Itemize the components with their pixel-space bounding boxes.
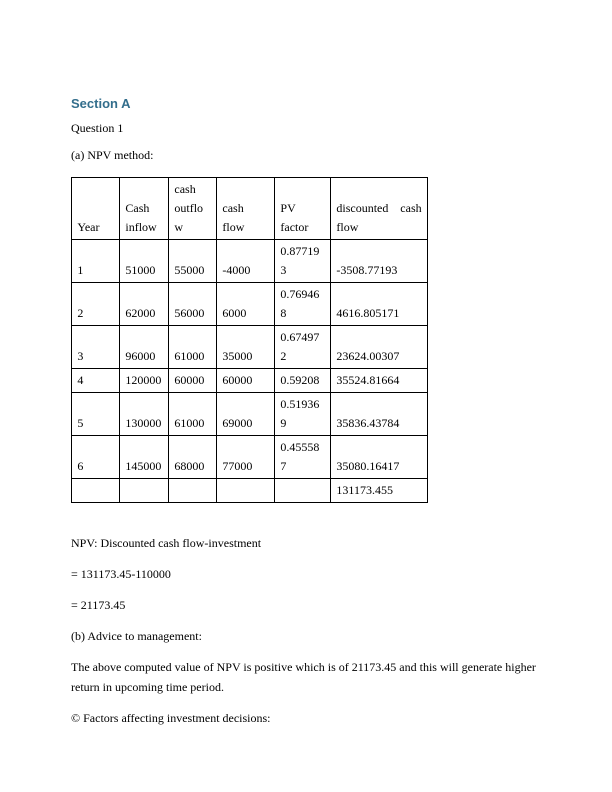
cell-cash-inflow: 145000 (120, 436, 169, 479)
col-header-discounted-cash-flow: discounted cash flow (331, 178, 428, 240)
cell-discounted-cash-flow: 35080.16417 (331, 436, 428, 479)
cell-empty (72, 479, 120, 503)
cell-pv-factor: 0.59208 (275, 369, 331, 393)
npv-calc-line-2: = 21173.45 (71, 598, 126, 612)
cell-cash-inflow: 96000 (120, 326, 169, 369)
cell-empty (275, 479, 331, 503)
col-header-cash-outflow: cash outflow (169, 178, 217, 240)
cell-year: 2 (72, 283, 120, 326)
col-header-cash-inflow: Cash inflow (120, 178, 169, 240)
part-b-label: (b) Advice to management: (71, 629, 202, 643)
cell-discounted-cash-flow: 23624.00307 (331, 326, 428, 369)
table-row (72, 326, 428, 369)
cell-cash-outflow: 60000 (169, 369, 217, 393)
col-header-cash-flow: cash flow (217, 178, 275, 240)
cell-cash-flow: 69000 (217, 393, 275, 436)
cell-pv-factor: 0.455587 (275, 436, 331, 479)
cell-cash-inflow: 51000 (120, 240, 169, 283)
table-total-row (72, 479, 428, 503)
cell-pv-factor: 0.769468 (275, 283, 331, 326)
cell-pv-factor: 0.674972 (275, 326, 331, 369)
cell-cash-outflow: 68000 (169, 436, 217, 479)
cell-cash-inflow: 120000 (120, 369, 169, 393)
cell-discounted-cash-flow: 35836.43784 (331, 393, 428, 436)
cell-pv-factor: 0.519369 (275, 393, 331, 436)
table-row (72, 283, 428, 326)
cell-year: 4 (72, 369, 120, 393)
cell-cash-flow: -4000 (217, 240, 275, 283)
npv-table (71, 177, 428, 503)
table-header-row (72, 178, 428, 240)
cell-cash-flow: 77000 (217, 436, 275, 479)
table-row (72, 240, 428, 283)
part-c-label: © Factors affecting investment decisions: (71, 711, 271, 725)
section-heading: Section A (71, 96, 131, 111)
cell-cash-outflow: 61000 (169, 393, 217, 436)
cell-cash-flow: 60000 (217, 369, 275, 393)
advice-paragraph: The above computed value of NPV is positive which is of 21173.45 and this will generate higher return in upcoming time period. (71, 660, 536, 694)
col-header-pv-factor: PV factor (275, 178, 331, 240)
cell-cash-inflow: 62000 (120, 283, 169, 326)
cell-total-discounted-cash-flow: 131173.455 (331, 479, 428, 503)
cell-year: 3 (72, 326, 120, 369)
cell-discounted-cash-flow: -3508.77193 (331, 240, 428, 283)
cell-empty (217, 479, 275, 503)
question-label: Question 1 (71, 121, 124, 135)
cell-cash-outflow: 55000 (169, 240, 217, 283)
cell-cash-outflow: 61000 (169, 326, 217, 369)
cell-discounted-cash-flow: 35524.81664 (331, 369, 428, 393)
cell-cash-inflow: 130000 (120, 393, 169, 436)
cell-empty (169, 479, 217, 503)
cell-empty (120, 479, 169, 503)
table-row (72, 369, 428, 393)
table-row (72, 436, 428, 479)
table-row (72, 393, 428, 436)
npv-definition: NPV: Discounted cash flow-investment (71, 536, 262, 550)
cell-cash-outflow: 56000 (169, 283, 217, 326)
cell-pv-factor: 0.877193 (275, 240, 331, 283)
cell-discounted-cash-flow: 4616.805171 (331, 283, 428, 326)
cell-cash-flow: 6000 (217, 283, 275, 326)
cell-year: 6 (72, 436, 120, 479)
npv-calc-line-1: = 131173.45-110000 (71, 567, 171, 581)
cell-year: 5 (72, 393, 120, 436)
cell-year: 1 (72, 240, 120, 283)
part-a-label: (a) NPV method: (71, 148, 154, 162)
cell-cash-flow: 35000 (217, 326, 275, 369)
col-header-year: Year (72, 178, 120, 240)
